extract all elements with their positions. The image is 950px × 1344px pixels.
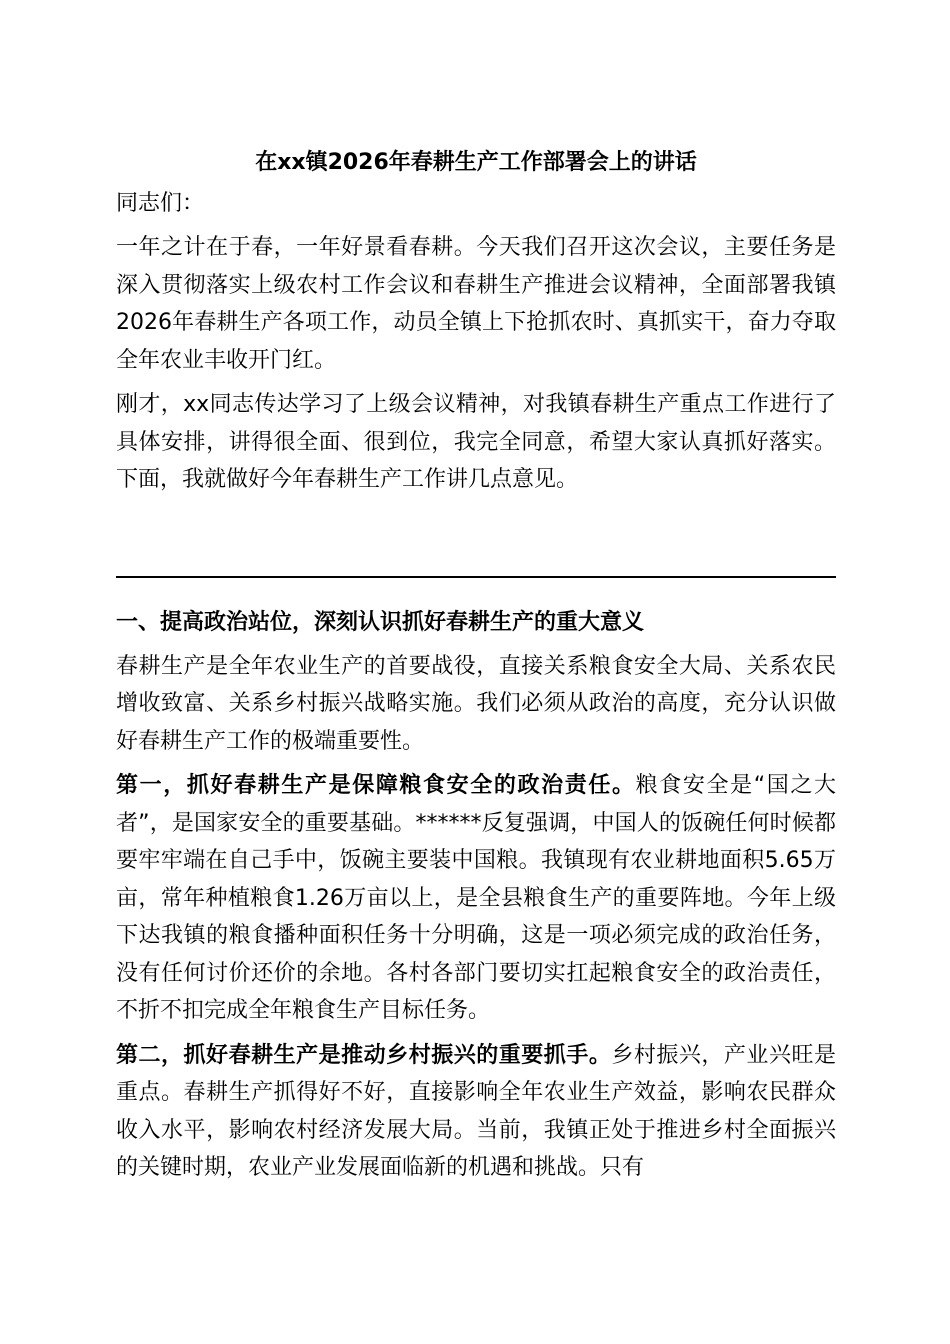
section-heading-1: 一、提高政治站位，深刻认识抓好春耕生产的重大意义 bbox=[116, 609, 645, 635]
intro-paragraph-2: 刚才，xx同志传达学习了上级会议精神，对我镇春耕生产重点工作进行了具体安排，讲得很全面、很到位，我完全同意，希望大家认真抓好落实。下面，我就做好今年春耕生产工作讲几点意见。 bbox=[116, 392, 836, 492]
section-divider bbox=[116, 576, 836, 578]
salutation: 同志们： bbox=[116, 191, 205, 216]
section1-point-2 bbox=[116, 1037, 836, 1187]
document-body bbox=[116, 143, 836, 1194]
section1-intro-paragraph: 春耕生产是全年农业生产的首要战役，直接关系粮食安全大局、关系农民增收致富、关系乡村振兴战略实施。我们必须从政治的高度，充分认识做好春耕生产工作的极端重要性。 bbox=[116, 653, 836, 754]
section1-point-1 bbox=[116, 767, 836, 1030]
point-1-body: 粮食安全是“国之大者”，是国家安全的重要基础。******反复强调，中国人的饭碗任何时候都要牢牢端在自己手中，饭碗主要装中国粮。我镇现有农业耕地面积5.65万亩，常年种植粮食1.26万亩以上，是全县粮食生产的重要阵地。今年上级下达我镇的粮食播种面积任务十分明确，这是一项必须完成的政治任务，没有任何讨价还价的余地。各村各部门要切实扛起粮食安全的政治责任，不折不扣完成全年粮食生产目标任务。 bbox=[116, 773, 836, 1023]
page-break-spacer bbox=[116, 506, 836, 576]
point-2-lead: 第二，抓好春耕生产是推动乡村振兴的重要抓手。 bbox=[116, 1042, 612, 1068]
intro-paragraph-1: 一年之计在于春，一年好景看春耕。今天我们召开这次会议，主要任务是深入贯彻落实上级农村工作会议和春耕生产推进会议精神，全面部署我镇2026年春耕生产各项工作，动员全镇上下抢抓农时、真抓实干，奋力夺取全年农业丰收开门红。 bbox=[116, 235, 836, 373]
document-title: 在xx镇2026年春耕生产工作部署会上的讲话 bbox=[255, 150, 697, 175]
point-2-body: 乡村振兴，产业兴旺是重点。春耕生产抓得好不好，直接影响全年农业生产效益，影响农民群众收入水平，影响农村经济发展大局。当前，我镇正处于推进乡村全面振兴的关键时期，农业产业发展面临新的机遇和挑战。只有 bbox=[116, 1042, 836, 1180]
point-1-lead: 第一，抓好春耕生产是保障粮食安全的政治责任。 bbox=[116, 773, 636, 798]
